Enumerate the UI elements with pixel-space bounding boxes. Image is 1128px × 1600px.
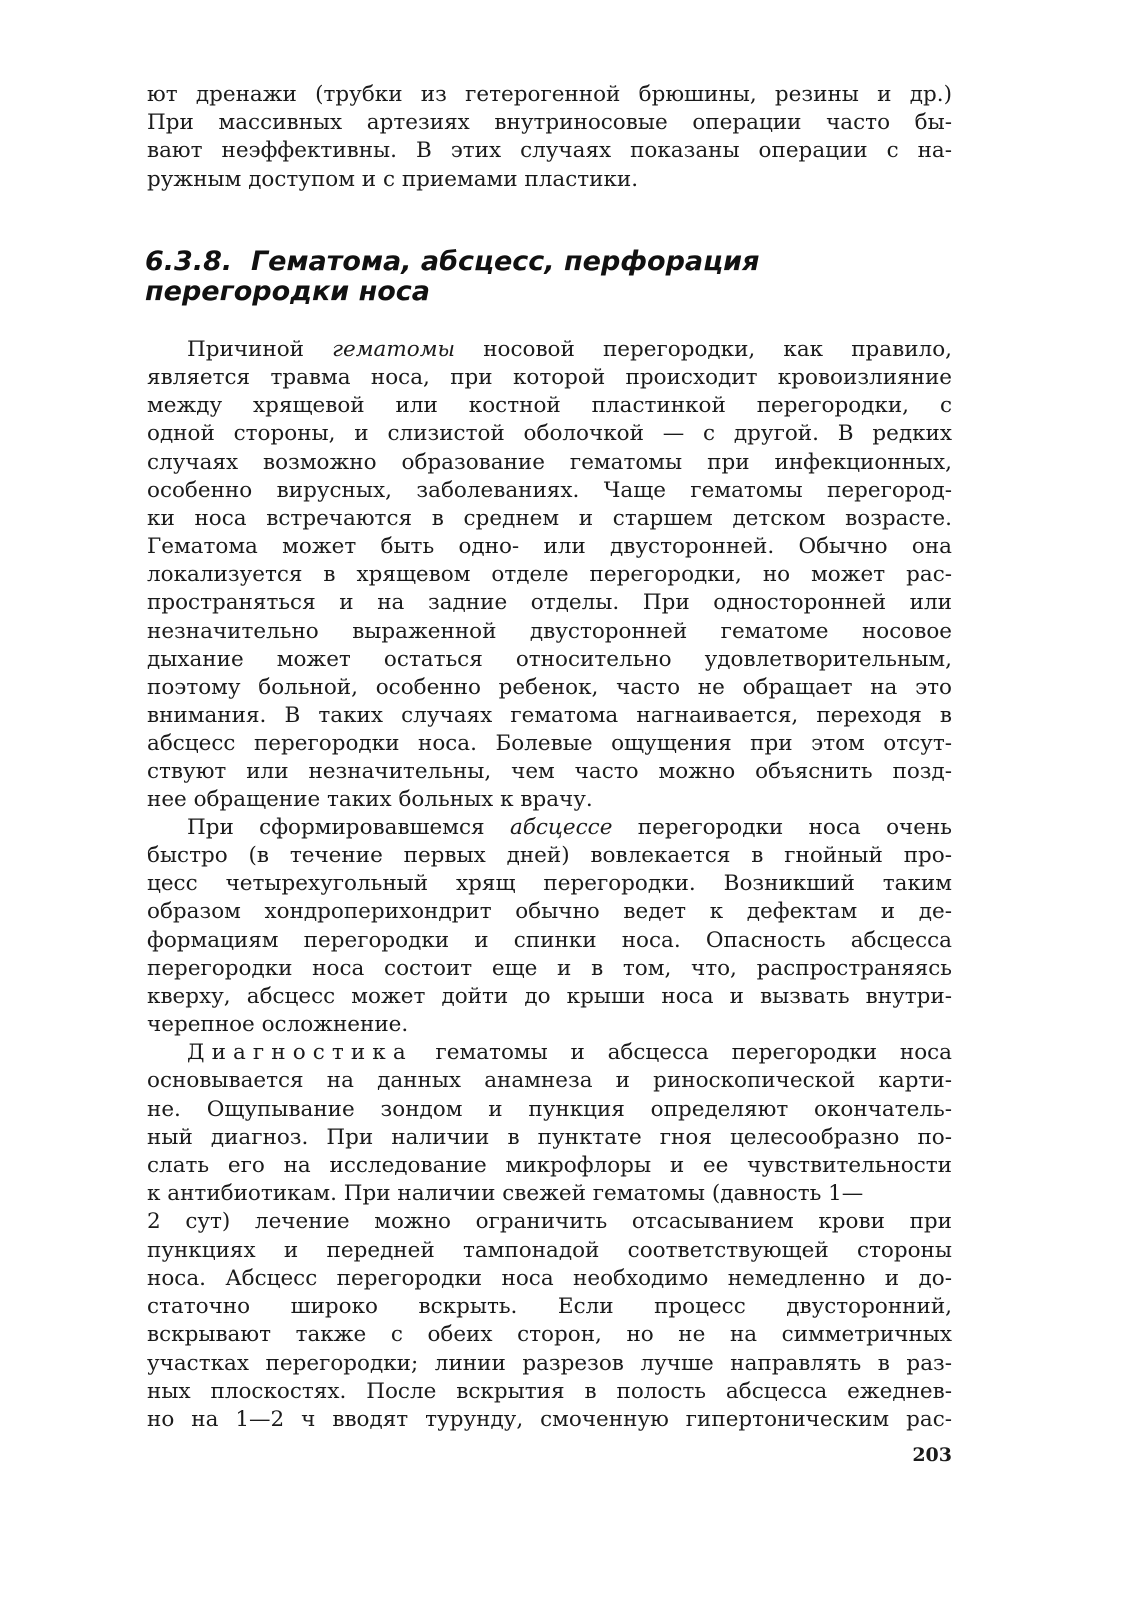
body-text-line: нее обращение таких больных к врачу.	[147, 787, 593, 812]
body-text-line: вскрывают также с обеих сторон, но не на симметричных	[147, 1322, 952, 1347]
body-text-line: кверху, абсцесс может дойти до крыши носа и вызвать внутри-	[147, 984, 952, 1009]
italic-term: абсцессе	[509, 815, 613, 840]
body-text-line: поэтому больной, особенно ребенок, часто не обращает на это	[147, 675, 952, 700]
section-heading-line-2: перегородки носа	[145, 276, 431, 307]
text-run: Причиной	[187, 337, 304, 362]
body-text-line: 2 сут) лечение можно ограничить отсасыванием крови при	[147, 1209, 952, 1234]
section-title-line-1: Гематома, абсцесс, перфорация	[250, 246, 760, 277]
paragraph-1-first-line	[187, 336, 952, 364]
body-text-line: Гематома может быть одно- или двусторонней. Обычно она	[147, 534, 952, 559]
body-text-line: одной стороны, и слизистой оболочкой — с другой. В редких	[147, 421, 952, 446]
body-text-line: не. Ощупывание зондом и пункция определяют окончатель-	[147, 1097, 952, 1122]
text-run: гематомы и абсцесса перегородки носа	[435, 1040, 952, 1065]
body-text-line: слать его на исследование микрофлоры и ее чувствительности	[147, 1153, 952, 1178]
body-text-line: перегородки носа состоит еще и в том, что, распространяясь	[147, 956, 952, 981]
text-run: При сформировавшемся	[187, 815, 485, 840]
body-text-line: является травма носа, при которой происходит кровоизлияние	[147, 365, 952, 390]
body-text-line: основывается на данных анамнеза и риноскопической карти-	[147, 1068, 952, 1093]
body-text-line: ки носа встречаются в среднем и старшем детском возрасте.	[147, 506, 952, 531]
body-text-line: ных плоскостях. После вскрытия в полость абсцесса ежеднев-	[147, 1379, 952, 1404]
body-text-line: участках перегородки; линии разрезов лучше направлять в раз-	[147, 1351, 952, 1376]
body-text-line: цесс четырехугольный хрящ перегородки. Возникший таким	[147, 871, 952, 896]
body-text-line: ствуют или незначительны, чем часто можно объяснить позд-	[147, 759, 952, 784]
body-text-line: особенно вирусных, заболеваниях. Чаще гематомы перегород-	[147, 478, 952, 503]
body-text-line: внимания. В таких случаях гематома нагнаивается, переходя в	[147, 703, 952, 728]
body-text-line: черепное осложнение.	[147, 1012, 409, 1037]
text-run: перегородки носа очень	[637, 815, 952, 840]
body-text-line: вают неэффективны. В этих случаях показаны операции с на-	[147, 138, 952, 163]
spaced-term: Диагностика	[187, 1040, 413, 1065]
body-text-line: статочно широко вскрыть. Если процесс двусторонний,	[147, 1294, 952, 1319]
section-heading	[145, 247, 945, 277]
body-text-line: незначительно выраженной двусторонней гематоме носовое	[147, 619, 952, 644]
text-run: носовой перегородки, как правило,	[483, 337, 952, 362]
body-text-line: пункциях и передней тампонадой соответствующей стороны	[147, 1238, 952, 1263]
body-text-line: ный диагноз. При наличии в пунктате гноя целесообразно по-	[147, 1125, 952, 1150]
body-text-line: ружным доступом и с приемами пластики.	[147, 167, 639, 192]
body-text-line: абсцесс перегородки носа. Болевые ощущения при этом отсут-	[147, 731, 952, 756]
body-text-line: быстро (в течение первых дней) вовлекается в гнойный про-	[147, 843, 952, 868]
section-number: 6.3.8.	[145, 246, 233, 277]
paragraph-3-first-line	[187, 1039, 952, 1067]
page-number: 203	[912, 1444, 952, 1466]
body-text-line: формациям перегородки и спинки носа. Опасность абсцесса	[147, 928, 952, 953]
body-text-line: дыхание может остаться относительно удовлетворительным,	[147, 647, 952, 672]
body-text-line: При массивных артезиях внутриносовые операции часто бы-	[147, 110, 952, 135]
body-text-line: случаях возможно образование гематомы при инфекционных,	[147, 450, 952, 475]
italic-term: гематомы	[332, 337, 456, 362]
paragraph-2-first-line	[187, 814, 952, 842]
body-text-line: между хрящевой или костной пластинкой перегородки, с	[147, 393, 952, 418]
body-text-line: но на 1—2 ч вводят турунду, смоченную гипертоническим рас-	[147, 1407, 952, 1432]
body-text-line: образом хондроперихондрит обычно ведет к дефектам и де-	[147, 899, 952, 924]
body-text-line: локализуется в хрящевом отделе перегородки, но может рас-	[147, 562, 952, 587]
body-text-line: ют дренажи (трубки из гетерогенной брюшины, резины и др.)	[147, 82, 952, 107]
body-text-line: пространяться и на задние отделы. При односторонней или	[147, 590, 952, 615]
body-text-line: к антибиотикам. При наличии свежей гематомы (давность 1—	[147, 1181, 864, 1206]
body-text-line: носа. Абсцесс перегородки носа необходимо немедленно и до-	[147, 1266, 952, 1291]
